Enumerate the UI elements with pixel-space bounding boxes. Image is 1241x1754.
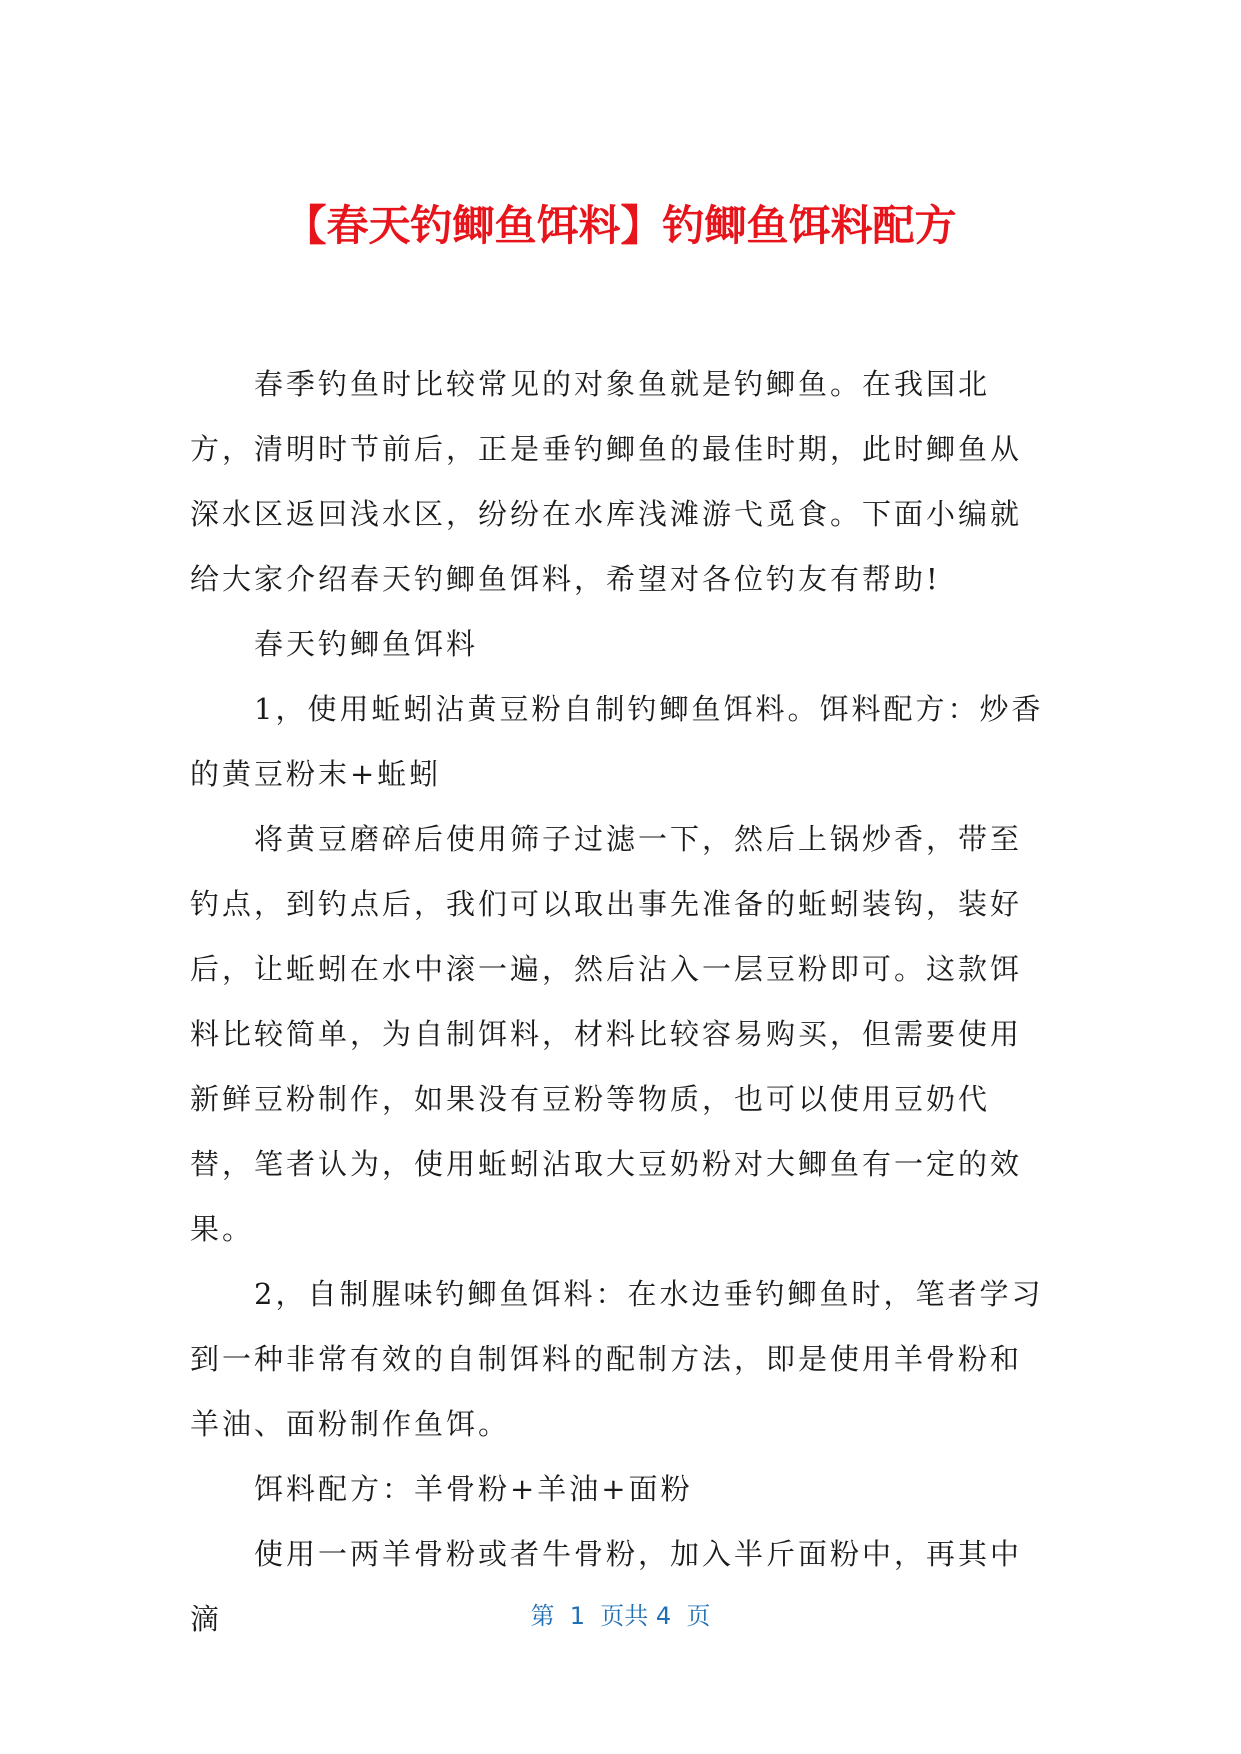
document-body [190, 352, 1050, 1652]
page-footer: 第 1 页共 4 页 [530, 1602, 711, 1630]
document-title: 【春天钓鲫鱼饵料】钓鲫鱼饵料配方 [284, 201, 957, 250]
paragraph: 春季钓鱼时比较常见的对象鱼就是钓鲫鱼。在我国北方，清明时节前后，正是垂钓鲫鱼的最佳时期，此时鲫鱼从深水区返回浅水区，纷纷在水库浅滩游弋觅食。下面小编就给大家介绍春天钓鲫鱼饵料，希望对各位钓友有帮助! [190, 367, 1023, 596]
paragraph: 饵料配方：羊骨粉+羊油+面粉 [254, 1472, 693, 1506]
paragraph: 将黄豆磨碎后使用筛子过滤一下，然后上锅炒香，带至钓点，到钓点后，我们可以取出事先准备的蚯蚓装钩，装好后，让蚯蚓在水中滚一遍，然后沾入一层豆粉即可。这款饵料比较简单，为自制饵料，材料比较容易购买，但需要使用新鲜豆粉制作，如果没有豆粉等物质，也可以使用豆奶代替，笔者认为，使用蚯蚓沾取大豆奶粉对大鲫鱼有一定的效果。 [190, 822, 1023, 1246]
paragraph: 春天钓鲫鱼饵料 [254, 627, 479, 661]
paragraph: 2，自制腥味钓鲫鱼饵料：在水边垂钓鲫鱼时，笔者学习到一种非常有效的自制饵料的配制方法，即是使用羊骨粉和羊油、面粉制作鱼饵。 [190, 1277, 1044, 1441]
paragraph: 使用一两羊骨粉或者牛骨粉，加入半斤面粉中，再其中滴 [190, 1537, 1023, 1636]
paragraph: 1，使用蚯蚓沾黄豆粉自制钓鲫鱼饵料。饵料配方：炒香的黄豆粉末+蚯蚓 [190, 692, 1044, 791]
